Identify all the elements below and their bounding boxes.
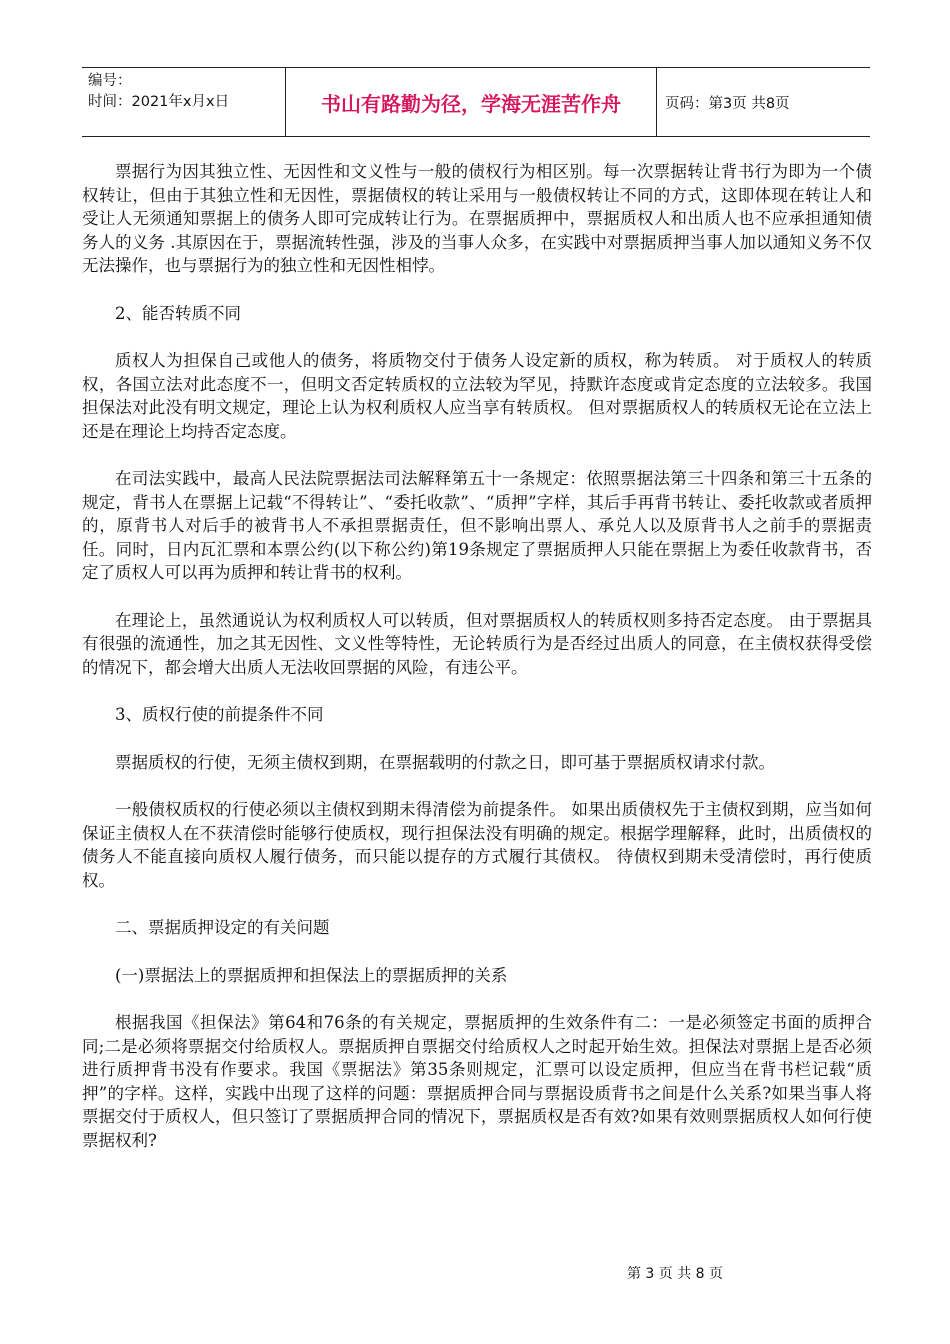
paragraph: 一般债权质权的行使必须以主债权到期未得清偿为前提条件。 如果出质债权先于主债权到期，应当如何保证主债权人在不获清偿时能够行使质权，现行担保法没有明确的规定。根据学理解释，此时，出质债权的债务人不能直接向质权人履行债务，而只能以提存的方式履行其债权。 待债权到期未受清偿时，再行使质权。: [82, 800, 872, 890]
section-heading: 2、能否转质不同: [115, 303, 241, 323]
section-heading: 3、质权行使的前提条件不同: [115, 705, 324, 724]
paragraph: 根据我国《担保法》第64和76条的有关规定，票据质押的生效条件有二：一是必须签定书面的质押合同;二是必须将票据交付给质权人。票据质押自票据交付给质权人之时起开始生效。担保法对票据上是否必须进行质押背书没有作要求。我国《票据法》第35条则规定，汇票可以设定质押，但应当在背书栏记载“质押”的字样。这样，实践中出现了这样的问题：票据质押合同与票据设质背书之间是什么关系?如果当事人将票据交付于质权人，但只签订了票据质押合同的情况下，票据质权是否有效?如果有效则票据质权人如何行使票据权利?: [82, 1013, 872, 1150]
header-meta: [82, 68, 285, 136]
header-page-info: 页码：第3页 共8页: [665, 95, 790, 112]
header-motto: 书山有路勤为径，学海无涯苦作舟: [285, 68, 657, 136]
document-body: [82, 160, 872, 1176]
page-footer: [0, 1263, 950, 1283]
paragraph: 质权人为担保自己或他人的债务，将质物交付于债务人设定新的质权，称为转质。 对于质权人的转质权，各国立法对此态度不一，但明文否定转质权的立法较为罕见，持默许态度或肯定态度的立法较多。我国担保法对此没有明文规定，理论上认为权利质权人应当享有转质权。 但对票据质权人的转质权无论在立法上还是在理论上均持否定态度。: [82, 351, 872, 441]
paragraph: 在司法实践中，最高人民法院票据法司法解释第五十一条规定：依照票据法第三十四条和第三十五条的规定，背书人在票据上记载“不得转让”、“委托收款”、“质押”字样，其后手再背书转让、委托收款或者质押的，原背书人对后手的被背书人不承担票据责任，但不影响出票人、承兑人以及原背书人之前手的票据责任。同时，日内瓦汇票和本票公约(以下称公约)第19条规定了票据质押人只能在票据上为委任收款背书，否定了质权人可以再为质押和转让背书的权利。: [82, 469, 872, 582]
number-label: 编号：: [88, 73, 132, 89]
footer-page-number: 第 3 页 共 8 页: [626, 1266, 724, 1282]
page-header: [82, 67, 870, 137]
paragraph: 票据质权的行使，无须主债权到期，在票据载明的付款之日，即可基于票据质权请求付款。: [115, 752, 775, 772]
paragraph: 票据行为因其独立性、无因性和文义性与一般的债权行为相区别。每一次票据转让背书行为即为一个债权转让，但由于其独立性和无因性，票据债权的转让采用与一般债权转让不同的方式，这即体现在转让人和受让人无须通知票据上的债务人即可完成转让行为。在票据质押中，票据质权人和出质人也不应承担通知债务人的义务 .其原因在于，票据流转性强，涉及的当事人众多，在实践中对票据质押当事人加以通知义务不仅无法操作，也与票据行为的独立性和无因性相悖。: [82, 162, 872, 275]
section-heading: (一)票据法上的票据质押和担保法上的票据质押的关系: [115, 965, 508, 985]
time-label: 时间：2021年x月x日: [88, 94, 230, 110]
section-heading: 二、票据质押设定的有关问题: [115, 918, 330, 937]
paragraph: 在理论上，虽然通说认为权利质权人可以转质，但对票据质权人的转质权则多持否定态度。 由于票据具有很强的流通性，加之其无因性、文义性等特性，无论转质行为是否经过出质人的同意，在主债权获得受偿的情况下，都会增大出质人无法收回票据的风险，有违公平。: [82, 610, 872, 677]
